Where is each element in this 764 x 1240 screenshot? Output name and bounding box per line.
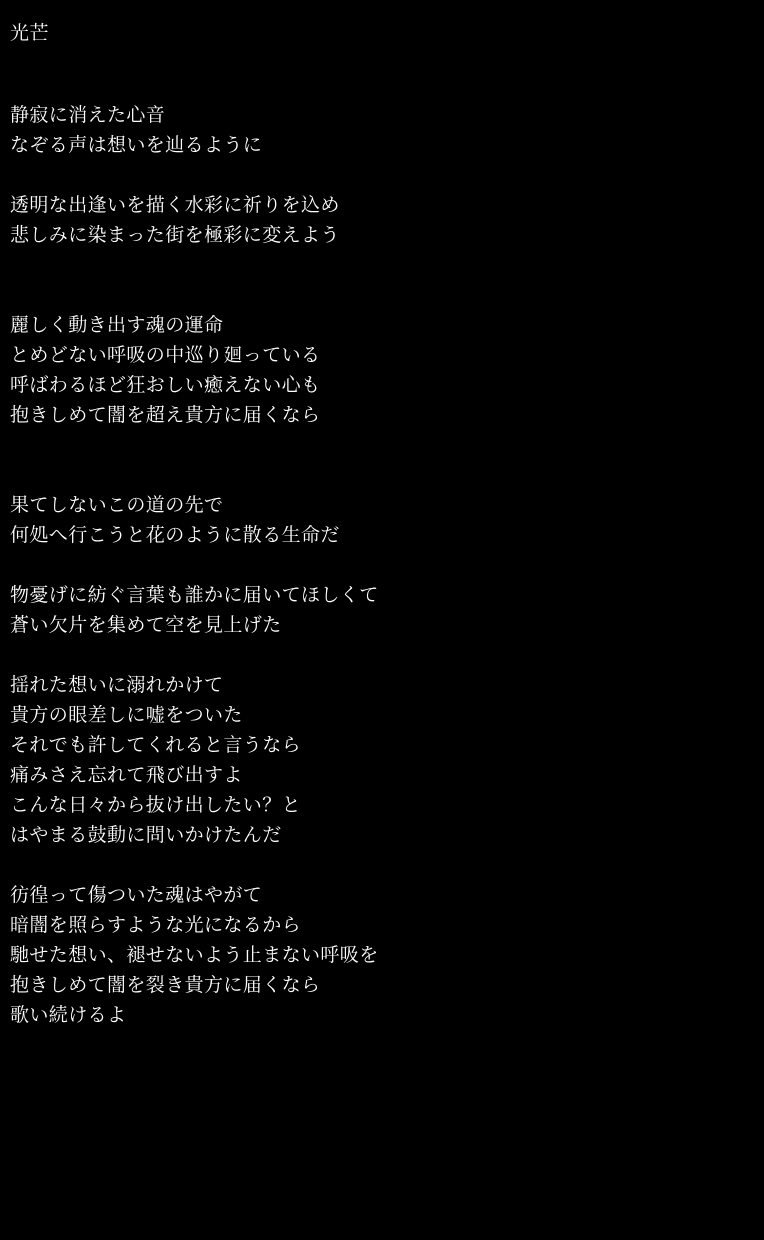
lyrics-stanza [10,880,764,1030]
lyrics-line: 何処へ行こうと花のように散る生命だ [10,524,340,546]
lyrics-line: 彷徨って傷ついた魂はやがて [10,884,263,906]
lyrics-line: 馳せた想い、褪せないよう止まない呼吸を [10,944,379,966]
lyrics-stanza [10,310,764,430]
lyrics-line: 果てしないこの道の先で [10,494,224,516]
lyrics-stanza [10,580,764,640]
page-title: 光芒 [10,22,50,44]
lyrics-line: なぞる声は想いを辿るように [10,134,263,156]
lyrics-line: とめどない呼吸の中巡り廻っている [10,344,321,366]
lyrics-stanza [10,670,764,850]
lyrics-line: それでも許してくれると言うなら [10,734,302,756]
lyrics-line: 貴方の眼差しに嘘をついた [10,704,243,726]
stanza-spacer [10,160,764,190]
lyrics-line: 物憂げに紡ぐ言葉も誰かに届いてほしくて [10,584,379,606]
lyrics-line: 抱きしめて闇を裂き貴方に届くなら [10,974,321,996]
stanza-spacer [10,850,764,880]
lyrics-line: 麗しく動き出す魂の運命 [10,314,224,336]
lyrics-stanza [10,490,764,550]
lyrics-line: 揺れた想いに溺れかけて [10,674,224,696]
lyrics-line: 悲しみに染まった街を極彩に変えよう [10,224,340,246]
lyrics-line: 痛みさえ忘れて飛び出すよ [10,764,243,786]
lyrics-line: 透明な出逢いを描く水彩に祈りを込め [10,194,340,216]
lyrics-line: 蒼い欠片を集めて空を見上げた [10,614,282,636]
stanza-spacer [10,430,764,490]
stanza-spacer [10,550,764,580]
lyrics-line: はやまる鼓動に問いかけたんだ [10,824,282,846]
lyrics-stanza [10,190,764,250]
lyrics-line: 静寂に消えた心音 [10,104,166,126]
lyrics-line: 歌い続けるよ [10,1004,127,1026]
lyrics-line: 抱きしめて闇を超え貴方に届くなら [10,404,321,426]
lyrics-stanza [10,100,764,160]
stanza-spacer [10,640,764,670]
stanza-spacer [10,250,764,310]
lyrics-container [10,100,764,1030]
lyrics-line: こんな日々から抜け出したい？と [10,794,302,816]
lyrics-line: 暗闇を照らすような光になるから [10,914,302,936]
lyrics-line: 呼ばわるほど狂おしい癒えない心も [10,374,321,396]
